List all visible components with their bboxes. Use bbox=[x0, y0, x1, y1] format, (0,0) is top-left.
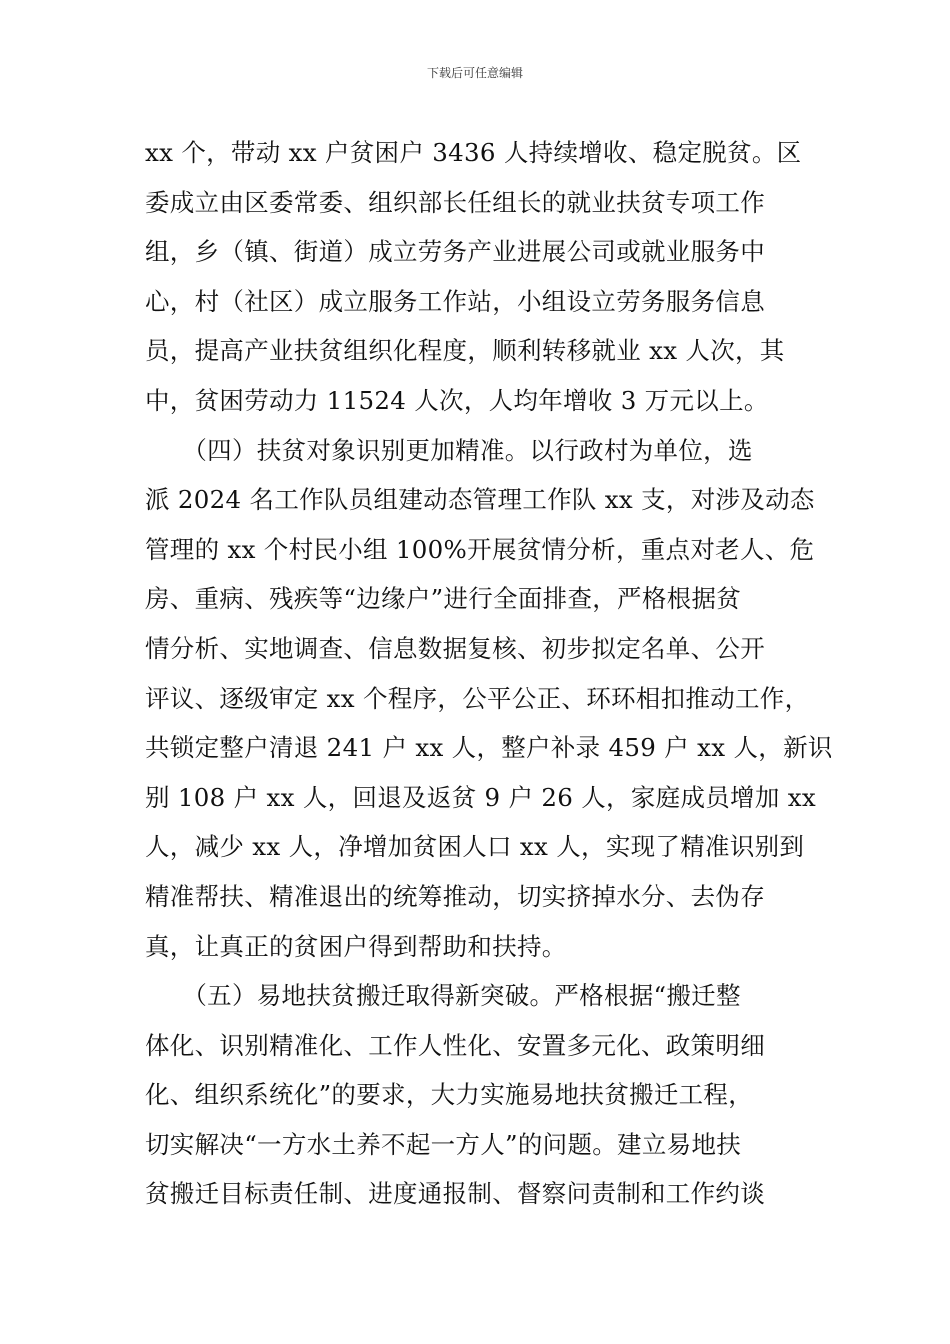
text-line: 组，乡（镇、街道）成立劳务产业进展公司或就业服务中 bbox=[145, 237, 765, 267]
text-line: 共锁定整户清退 241 户 xx 人，整户补录 459 户 xx 人，新识 bbox=[145, 733, 833, 763]
text-line: 心，村（社区）成立服务工作站，小组设立劳务服务信息 bbox=[145, 286, 765, 316]
text-line: 化、组织系统化”的要求，大力实施易地扶贫搬迁工程， bbox=[145, 1080, 754, 1110]
text-line: 管理的 xx 个村民小组 100%开展贫情分析，重点对老人、危 bbox=[145, 534, 815, 564]
paragraph-heading-line: （四）扶贫对象识别更加精准。以行政村为单位，选 bbox=[145, 435, 753, 465]
text-line: xx 个，带动 xx 户贫困户 3436 人持续增收、稳定脱贫。区 bbox=[145, 138, 802, 167]
page-header: 下载后可任意编辑 bbox=[426, 66, 523, 80]
text-line: 中，贫困劳动力 11524 人次，人均年增收 3 万元以上。 bbox=[145, 385, 769, 415]
text-line: 体化、识别精准化、工作人性化、安置多元化、政策明细 bbox=[145, 1030, 765, 1060]
text-line: 派 2024 名工作队员组建动态管理工作队 xx 支，对涉及动态 bbox=[145, 485, 815, 515]
paragraph-heading-line: （五）易地扶贫搬迁取得新突破。严格根据“搬迁整 bbox=[145, 981, 741, 1011]
text-line: 评议、逐级审定 xx 个程序，公平公正、环环相扣推动工作， bbox=[145, 683, 810, 713]
document-body bbox=[145, 128, 833, 1219]
text-line: 精准帮扶、精准退出的统筹推动，切实挤掉水分、去伪存 bbox=[145, 881, 765, 911]
text-line: 房、重病、残疾等“边缘户”进行全面排查，严格根据贫 bbox=[145, 584, 742, 614]
text-line: 贫搬迁目标责任制、进度通报制、督察问责制和工作约谈 bbox=[145, 1179, 765, 1209]
text-line: 切实解决“一方水土养不起一方人”的问题。建立易地扶 bbox=[145, 1129, 742, 1159]
text-line: 真，让真正的贫困户得到帮助和扶持。 bbox=[145, 931, 567, 961]
text-line: 员，提高产业扶贫组织化程度，顺利转移就业 xx 人次，其 bbox=[145, 336, 785, 366]
text-line: 别 108 户 xx 人，回退及返贫 9 户 26 人，家庭成员增加 xx bbox=[145, 782, 816, 812]
text-line: 情分析、实地调查、信息数据复核、初步拟定名单、公开 bbox=[145, 633, 765, 663]
text-line: 委成立由区委常委、组织部长任组长的就业扶贫专项工作 bbox=[145, 187, 765, 217]
text-line: 人，减少 xx 人，净增加贫困人口 xx 人，实现了精准识别到 bbox=[145, 832, 805, 862]
